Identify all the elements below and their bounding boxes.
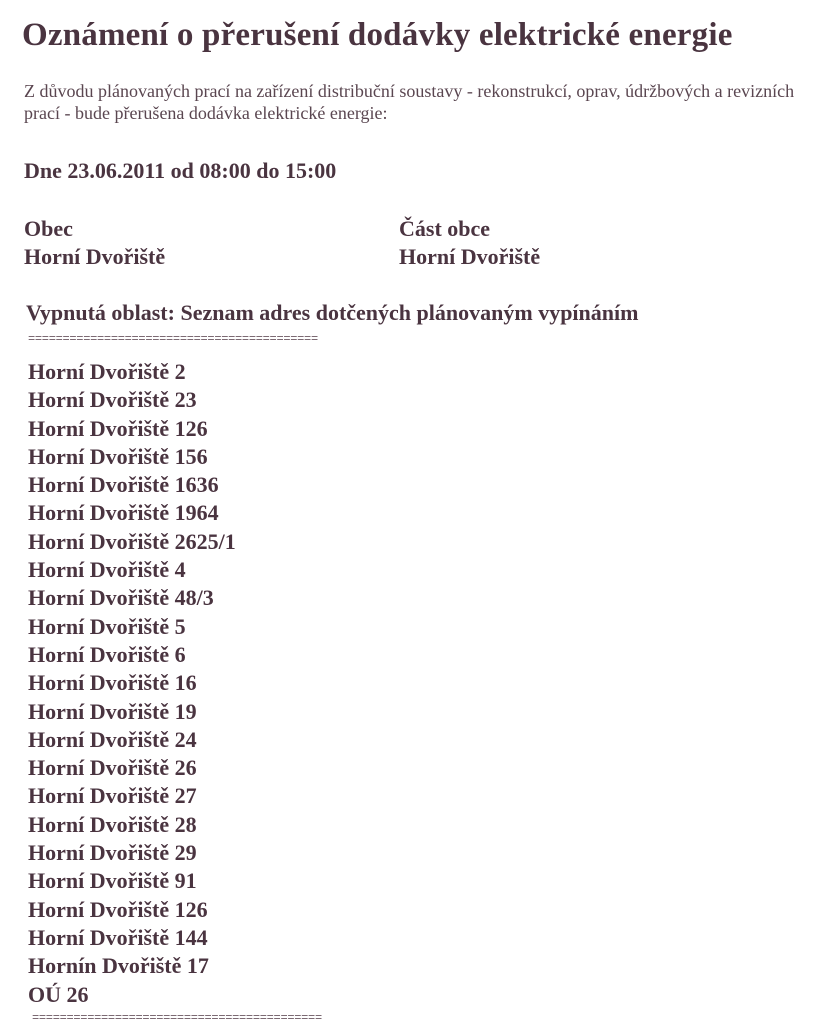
address-list xyxy=(28,358,236,1009)
address-item: Horní Dvořiště 156 xyxy=(28,443,208,469)
address-item: Horní Dvořiště 28 xyxy=(28,811,197,837)
address-item: Horní Dvořiště 2625/1 xyxy=(28,528,236,554)
address-item: OÚ 26 xyxy=(28,981,89,1007)
obec-label: Obec xyxy=(24,216,73,241)
cast-obce-label: Část obce xyxy=(399,216,491,241)
address-item: Horní Dvořiště 16 xyxy=(28,670,197,696)
address-item: Horní Dvořiště 23 xyxy=(28,387,197,413)
separator-top: ========================================== xyxy=(28,333,318,345)
address-item: Hornín Dvořiště 17 xyxy=(28,953,209,979)
address-item: Horní Dvořiště 48/3 xyxy=(28,585,214,611)
address-item: Horní Dvořiště 19 xyxy=(28,698,197,724)
address-item: Horní Dvořiště 144 xyxy=(28,924,208,950)
address-item: Horní Dvořiště 2 xyxy=(28,359,186,384)
address-item: Horní Dvořiště 29 xyxy=(28,840,197,866)
address-item: Horní Dvořiště 5 xyxy=(28,613,186,639)
affected-area-heading: Vypnutá oblast: Seznam adres dotčených plánovaným vypínáním xyxy=(26,300,639,325)
address-item: Horní Dvořiště 126 xyxy=(28,896,208,922)
address-item: Horní Dvořiště 91 xyxy=(28,868,197,894)
address-item: Horní Dvořiště 1636 xyxy=(28,472,219,498)
address-item: Horní Dvořiště 126 xyxy=(28,415,208,441)
address-item: Horní Dvořiště 4 xyxy=(28,557,186,583)
address-item: Horní Dvořiště 26 xyxy=(28,755,197,781)
outage-date-line: Dne 23.06.2011 od 08:00 do 15:00 xyxy=(24,158,337,183)
separator-bottom: ========================================== xyxy=(32,1012,322,1024)
address-item: Horní Dvořiště 27 xyxy=(28,783,197,809)
cast-obce-value: Horní Dvořiště xyxy=(399,244,541,269)
address-item: Horní Dvořiště 1964 xyxy=(28,500,219,526)
address-item: Horní Dvořiště 24 xyxy=(28,726,197,752)
obec-value: Horní Dvořiště xyxy=(24,244,166,269)
intro-paragraph: Z důvodu plánovaných prací na zařízení distribuční soustavy - rekonstrukcí, oprav, údržbových a revizních prací - bude přerušena dodávka elektrické energie: xyxy=(24,81,795,123)
page-title: Oznámení o přerušení dodávky elektrické energie xyxy=(22,17,733,53)
address-item: Horní Dvořiště 6 xyxy=(28,641,186,667)
